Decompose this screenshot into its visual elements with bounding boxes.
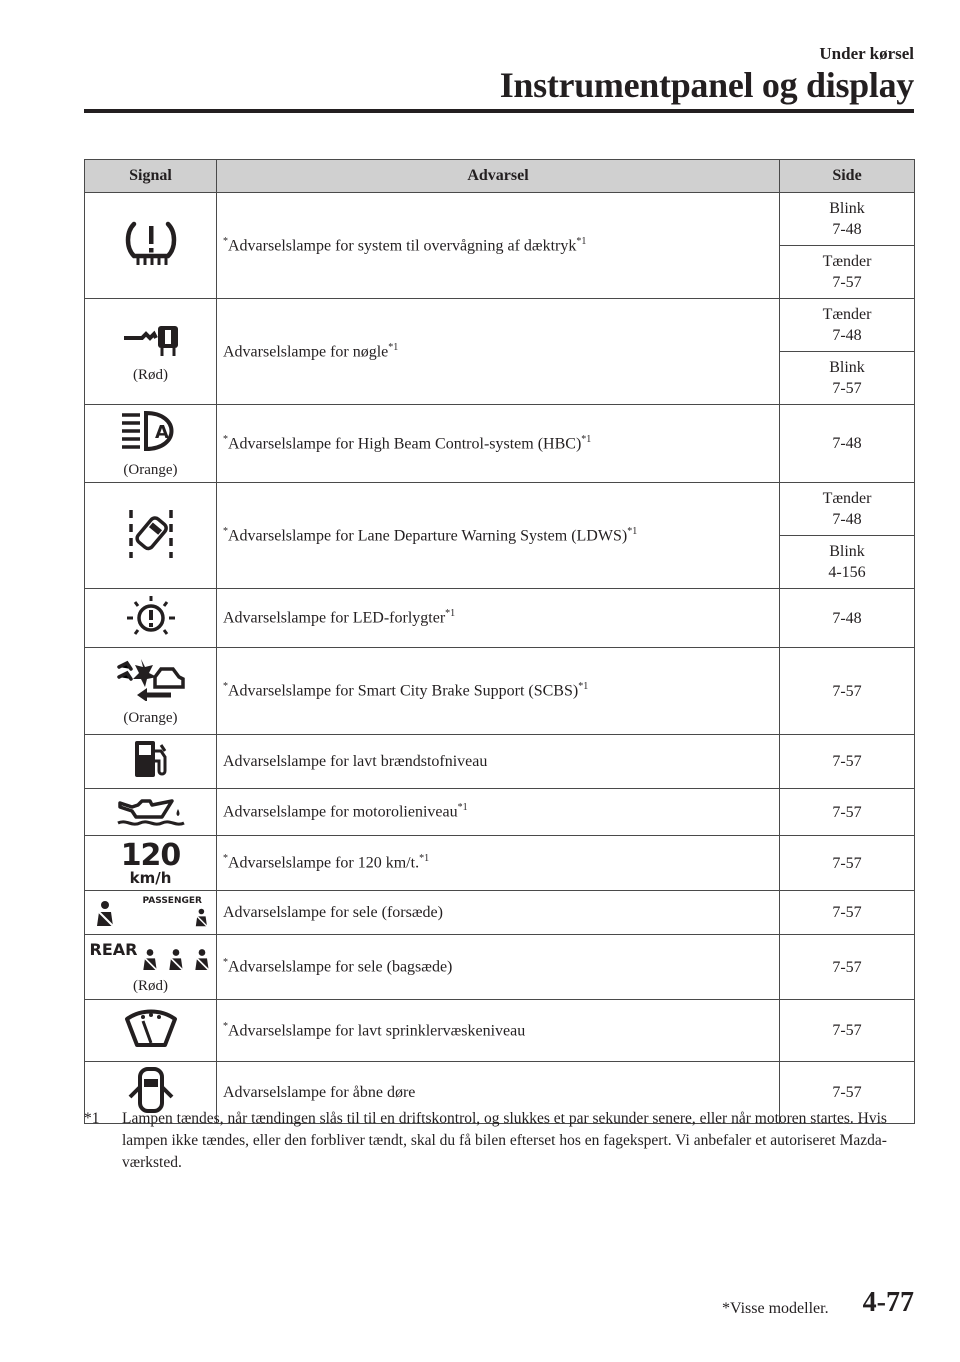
warning-description-cell xyxy=(217,735,780,789)
smart-city-brake-icon xyxy=(115,655,187,706)
footnote-ref: *1 xyxy=(445,608,456,620)
warning-description: Advarselslampe for system til overvågning af dæktryk xyxy=(228,237,577,255)
footnote-ref: *1 xyxy=(581,433,592,445)
signal-cell xyxy=(85,789,217,836)
footnote-mark: *1 xyxy=(84,1110,100,1127)
side-ref-page: 7-48 xyxy=(832,511,862,528)
model-asterisk: * xyxy=(223,681,228,693)
table-row xyxy=(85,483,915,536)
table-header-row xyxy=(85,160,915,193)
oil-can-icon xyxy=(116,793,186,832)
table-row xyxy=(85,1000,915,1062)
signal-cell xyxy=(85,405,217,483)
footnote-ref: *1 xyxy=(576,235,587,247)
warning-description: Advarselslampe for Smart City Brake Support (SCBS) xyxy=(228,682,579,700)
warning-description-cell xyxy=(217,1000,780,1062)
signal-cell xyxy=(85,648,217,735)
footnote-text: Lampen tændes, når tændingen slås til til en driftskontrol, og slukkes et par sekunder senere, eller når motoren startes. Hvis lampen ikke tændes, eller den forbliver tændt, skal du få bilen efterset hos en fagekspert. Vi anbefaler et autoriseret Mazda-værksted. xyxy=(122,1110,887,1171)
side-ref-page: 7-57 xyxy=(832,958,862,976)
table-row xyxy=(85,193,915,246)
footnote-ref: *1 xyxy=(578,681,589,693)
warning-description: Advarselslampe for LED-forlygter xyxy=(223,609,446,627)
side-ref-cell xyxy=(780,536,915,589)
warning-description-cell xyxy=(217,589,780,648)
tire-pressure-warning-icon xyxy=(120,218,182,273)
warning-lamp-table xyxy=(84,159,915,1124)
signal-color-note: (Orange) xyxy=(123,710,178,726)
warning-description: Advarselslampe for sele (forsæde) xyxy=(223,903,443,921)
washer-fluid-icon xyxy=(85,1007,216,1054)
page-number: 4-77 xyxy=(862,1287,914,1318)
column-header-side: Side xyxy=(780,160,915,193)
key-warning-icon xyxy=(120,320,182,363)
signal-cell xyxy=(85,483,217,589)
footnote-ref: *1 xyxy=(419,853,430,865)
warning-description-cell xyxy=(217,935,780,1000)
side-ref-page: 7-57 xyxy=(832,1022,862,1039)
model-asterisk: * xyxy=(223,235,228,247)
header-rule xyxy=(84,109,914,113)
side-ref-page: 7-48 xyxy=(832,221,862,238)
side-ref-cell xyxy=(780,405,915,483)
model-asterisk: * xyxy=(223,957,228,969)
side-ref-page: 7-48 xyxy=(832,609,862,627)
signal-cell xyxy=(85,891,217,935)
side-ref-label: Tænder xyxy=(822,490,872,507)
warning-description: Advarselslampe for åbne døre xyxy=(223,1083,416,1101)
signal-cell xyxy=(85,299,217,405)
warning-description-cell xyxy=(217,836,780,891)
side-ref-cell xyxy=(780,836,915,891)
warning-description: Advarselslampe for High Beam Control-system (HBC) xyxy=(228,435,582,453)
table-row xyxy=(85,789,915,836)
page-title: Instrumentpanel og display xyxy=(499,65,914,105)
footnote-ref: *1 xyxy=(627,525,638,537)
side-ref-cell xyxy=(780,735,915,789)
side-ref-page: 7-48 xyxy=(832,327,862,344)
fuel-pump-icon xyxy=(131,737,171,786)
side-ref-page: 7-57 xyxy=(832,274,862,291)
signal-cell xyxy=(85,1000,217,1062)
side-ref-page: 7-48 xyxy=(832,435,862,452)
table-row xyxy=(85,405,915,483)
side-ref-cell xyxy=(780,789,915,836)
column-header-signal: Signal xyxy=(85,160,217,193)
warning-description: Advarselslampe for motorolieniveau xyxy=(223,803,458,821)
side-ref-page: 4-156 xyxy=(828,564,866,581)
lane-departure-warning-icon xyxy=(121,506,181,565)
footnote xyxy=(84,1108,914,1174)
signal-cell xyxy=(85,193,217,299)
warning-description-cell xyxy=(217,483,780,589)
model-asterisk: * xyxy=(223,853,228,865)
signal-color-note: (Rød) xyxy=(133,366,168,383)
column-header-advarsel: Advarsel xyxy=(217,160,780,193)
side-ref-label: Blink xyxy=(829,200,865,217)
table-row xyxy=(85,589,915,648)
warning-description-cell xyxy=(217,648,780,735)
seatbelt-rear-icon: REAR xyxy=(88,940,214,974)
signal-color-note: (Orange) xyxy=(123,461,178,478)
seatbelt-front-icon: PASSENGER xyxy=(89,896,213,930)
warning-description-cell xyxy=(217,891,780,935)
table-row xyxy=(85,891,915,935)
side-ref-cell xyxy=(780,193,915,246)
section-title: Under kørsel xyxy=(819,44,914,63)
footer-note: *Visse modeller. xyxy=(722,1300,829,1317)
side-ref-page: 7-57 xyxy=(832,682,862,700)
speed-120-icon: 120 km/h xyxy=(120,837,181,887)
model-asterisk: * xyxy=(223,433,228,445)
side-ref-page: 7-57 xyxy=(832,1084,862,1101)
table-row xyxy=(85,735,915,789)
side-ref-cell xyxy=(780,935,915,1000)
footnote-ref: *1 xyxy=(457,802,468,814)
table-row xyxy=(85,299,915,352)
signal-cell xyxy=(85,589,217,648)
model-asterisk: * xyxy=(223,1020,228,1032)
side-ref-label: Tænder xyxy=(822,306,872,323)
table-row xyxy=(85,935,915,1000)
warning-description-cell xyxy=(217,789,780,836)
side-ref-cell xyxy=(780,299,915,352)
table-row xyxy=(85,648,915,735)
signal-cell xyxy=(85,935,217,1000)
warning-description: Advarselslampe for sele (bagsæde) xyxy=(228,958,453,976)
side-ref-label: Blink xyxy=(829,359,865,376)
side-ref-page: 7-57 xyxy=(832,854,862,872)
warning-description-cell xyxy=(217,299,780,405)
side-ref-cell xyxy=(780,352,915,405)
side-ref-cell xyxy=(780,1000,915,1062)
warning-description: Advarselslampe for Lane Departure Warning System (LDWS) xyxy=(228,527,628,545)
footnote-ref: *1 xyxy=(388,341,399,353)
table-row xyxy=(85,836,915,891)
side-ref-cell xyxy=(780,483,915,536)
side-ref-page: 7-57 xyxy=(832,803,862,821)
warning-description-cell xyxy=(217,405,780,483)
side-ref-page: 7-57 xyxy=(832,904,862,921)
side-ref-label: Tænder xyxy=(822,253,872,270)
model-asterisk: * xyxy=(223,525,228,537)
warning-description: Advarselslampe for 120 km/t. xyxy=(228,854,420,872)
svg-text:A: A xyxy=(154,421,169,443)
table-body xyxy=(85,193,915,1124)
high-beam-control-icon xyxy=(118,409,184,458)
signal-cell xyxy=(85,836,217,891)
side-ref-page: 7-57 xyxy=(832,380,862,397)
warning-description-cell xyxy=(217,193,780,299)
side-ref-cell xyxy=(780,589,915,648)
side-ref-cell xyxy=(780,246,915,299)
signal-color-note: (Rød) xyxy=(133,977,168,994)
side-ref-cell xyxy=(780,891,915,935)
warning-description: Advarselslampe for lavt brændstofniveau xyxy=(223,752,488,770)
warning-description: Advarselslampe for nøgle xyxy=(223,343,389,361)
warning-description: Advarselslampe for lavt sprinklervæskeniveau xyxy=(228,1022,526,1040)
signal-cell xyxy=(85,735,217,789)
side-ref-label: Blink xyxy=(829,543,865,560)
side-ref-page: 7-57 xyxy=(832,753,862,770)
led-headlight-warning-icon xyxy=(123,594,179,643)
side-ref-cell xyxy=(780,648,915,735)
